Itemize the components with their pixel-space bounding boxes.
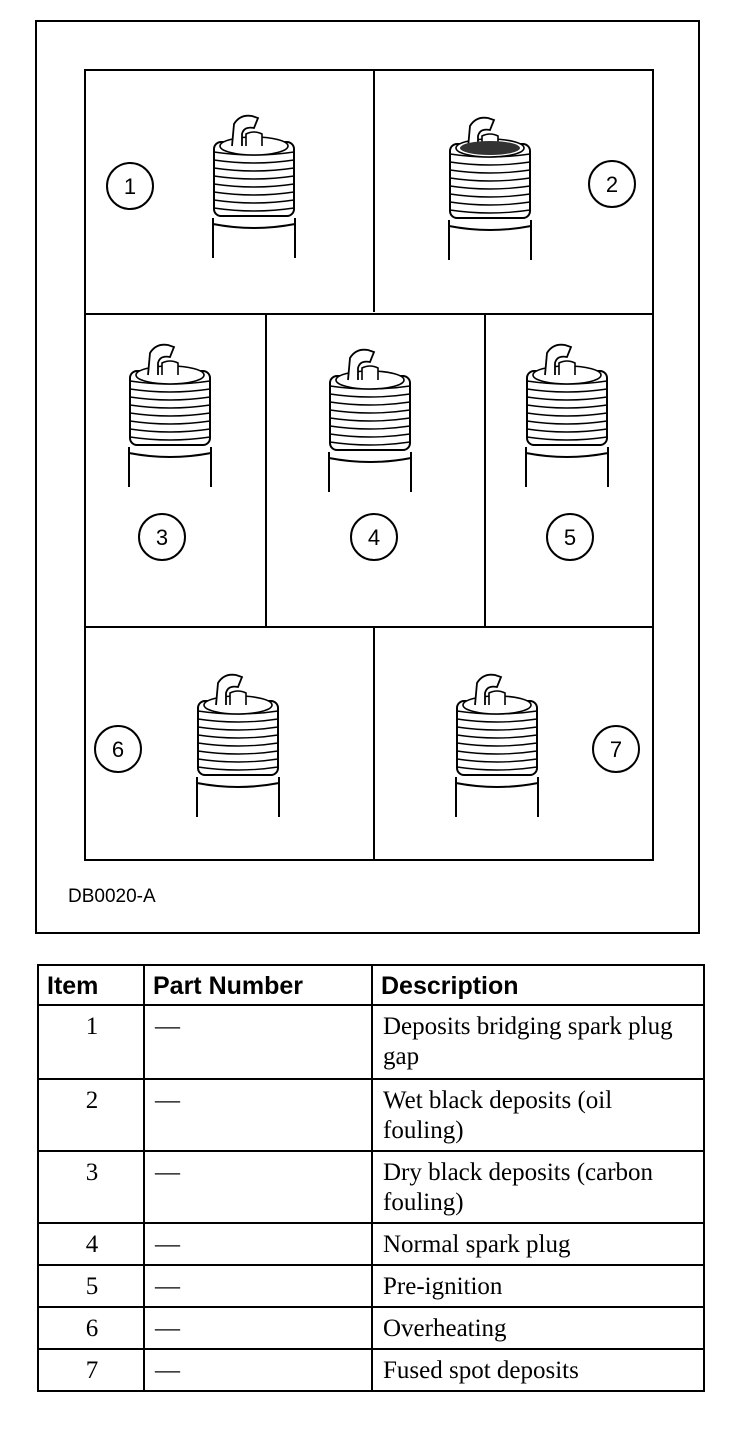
header-description: Description	[372, 965, 704, 1005]
cell-item: 2	[38, 1079, 144, 1151]
cell-description: Wet black deposits (oil fouling)	[372, 1079, 704, 1151]
cell-description: Dry black deposits (carbon fouling)	[372, 1151, 704, 1223]
table-row	[38, 1079, 704, 1151]
table-row	[38, 1151, 704, 1223]
callout-label-3: 3	[155, 525, 169, 550]
header-item: Item	[38, 965, 144, 1005]
cell-item: 4	[38, 1223, 144, 1265]
cell-description: Deposits bridging spark plug gap	[372, 1005, 704, 1079]
oil-deposit-mark	[460, 141, 520, 155]
cell-item: 6	[38, 1307, 144, 1349]
cell-item: 7	[38, 1349, 144, 1391]
cell-item: 3	[38, 1151, 144, 1223]
spark-plug-2	[449, 118, 531, 260]
cell-part-number: —	[144, 1349, 372, 1391]
cell-item: 5	[38, 1265, 144, 1307]
cell-description: Normal spark plug	[372, 1223, 704, 1265]
table-row	[38, 1223, 704, 1265]
cell-part-number: —	[144, 1307, 372, 1349]
spark-plug-7	[456, 675, 538, 817]
cell-part-number: —	[144, 1223, 372, 1265]
spark-plug-1	[213, 116, 295, 258]
cell-description: Overheating	[372, 1307, 704, 1349]
figure-id: DB0020-A	[68, 886, 156, 907]
spark-plug-4	[329, 350, 411, 492]
cell-description: Pre-ignition	[372, 1265, 704, 1307]
parts-table	[37, 964, 705, 1392]
cell-part-number: —	[144, 1005, 372, 1079]
callout-label-1: 1	[123, 174, 137, 199]
callout-label-6: 6	[111, 737, 125, 762]
cell-item: 1	[38, 1005, 144, 1079]
cell-part-number: —	[144, 1079, 372, 1151]
callout-label-4: 4	[367, 525, 381, 550]
header-part-number: Part Number	[144, 965, 372, 1005]
spark-plug-3	[129, 345, 211, 487]
panel-grid	[85, 70, 653, 860]
callout-label-5: 5	[563, 525, 577, 550]
cell-part-number: —	[144, 1151, 372, 1223]
callout-label-2: 2	[605, 172, 619, 197]
table-row	[38, 1005, 704, 1079]
cell-description: Fused spot deposits	[372, 1349, 704, 1391]
cell-part-number: —	[144, 1265, 372, 1307]
table-row	[38, 1265, 704, 1307]
callout-label-7: 7	[609, 737, 623, 762]
spark-plug-5	[526, 345, 608, 487]
table-row	[38, 1307, 704, 1349]
table-row	[38, 1349, 704, 1391]
spark-plug-6	[197, 675, 279, 817]
table-header-row	[38, 965, 704, 1005]
